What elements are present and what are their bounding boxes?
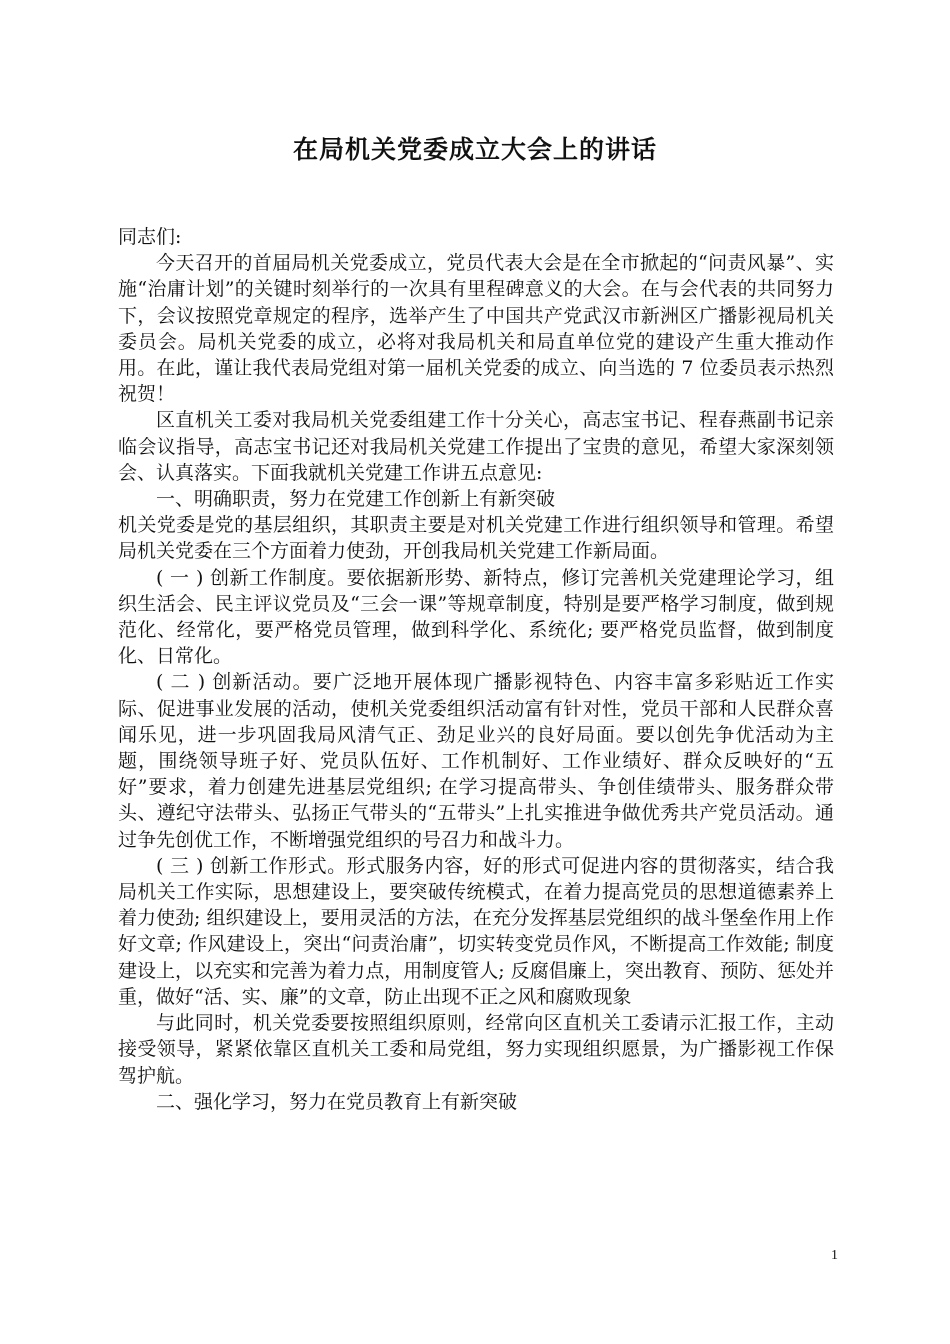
greeting: 同志们: <box>118 226 182 248</box>
paragraph-opening: 今天召开的首届局机关党委成立，党员代表大会是在全市掀起的“问责风暴”、实施“治庸计划”的关键时刻举行的一次具有里程碑意义的大会。在与会代表的共同努力下，会议按照党章规定的程序，选举产生了中国共产党武汉市新洲区广播影视局机关委员会。局机关党委的成立，必将对我局机关和局直单位党的建设产生重大推动作用。在此，谨让我代表局党组对第一届机关党委的成立、向当选的 7 位委员表示热烈祝贺！ <box>118 252 834 406</box>
paragraph-item-2: ( 二 ) 创新活动。要广泛地开展体现广播影视特色、内容丰富多彩贴近工作实际、促进事业发展的活动，使机关党委组织活动富有针对性，党员干部和人民群众喜闻乐见，进一步巩固我局风清气正、劲足业兴的良好局面。要以创先争优活动为主题，围绕领导班子好、党员队伍好、工作机制好、工作业绩好、群众反映好的“五好”要求，着力创建先进基层党组织; 在学习提高带头、争创佳绩带头、服务群众带头、遵纪守法带头、弘扬正气带头的“五带头”上扎实推进争做优秀共产党员活动。通过争先创优工作，不断增强党组织的号召力和战斗力。 <box>118 671 834 851</box>
section-heading-1: 一、明确职责，努力在党建工作创新上有新突破 <box>156 488 556 511</box>
paragraph-duties: 机关党委是党的基层组织，其职责主要是对机关党建工作进行组织领导和管理。希望局机关党委在三个方面着力使劲，开创我局机关党建工作新局面。 <box>118 514 834 563</box>
section-heading-2: 二、强化学习，努力在党员教育上有新突破 <box>156 1090 518 1113</box>
paragraph-item-3: ( 三 ) 创新工作形式。形式服务内容，好的形式可促进内容的贯彻落实，结合我局机关工作实际，思想建设上，要突破传统模式，在着力提高党员的思想道德素养上着力使劲; 组织建设上，要用灵活的方法，在充分发挥基层党组织的战斗堡垒作用上作好文章; 作风建设上，突出“问责治庸”，切实转变党员作风，不断提高工作效能; 制度建设上，以充实和完善为着力点，用制度管人; 反腐倡廉上，突出教育、预防、惩处并重，做好“活、实、廉”的文章，防止出现不正之风和腐败现象 <box>118 854 834 1008</box>
paragraph-meanwhile: 与此同时，机关党委要按照组织原则，经常向区直机关工委请示汇报工作，主动接受领导，紧紧依靠区直机关工委和局党组，努力实现组织愿景，为广播影视工作保驾护航。 <box>118 1012 834 1087</box>
document-title: 在局机关党委成立大会上的讲话 <box>292 135 657 164</box>
document-body <box>118 224 834 1115</box>
paragraph-item-1: ( 一 ) 创新工作制度。要依据新形势、新特点，修订完善机关党建理论学习，组织生活会、民主评议党员及“三会一课”等规章制度，特别是要严格学习制度，做到规范化、经常化，要严格党员管理，做到科学化、系统化; 要严格党员监督，做到制度化、日常化。 <box>118 566 834 668</box>
paragraph-guidance: 区直机关工委对我局机关党委组建工作十分关心，高志宝书记、程春燕副书记亲临会议指导，高志宝书记还对我局机关党建工作提出了宝贵的意见，希望大家深刻领会、认真落实。下面我就机关党建工作讲五点意见: <box>118 409 834 484</box>
page-number: 1 <box>831 1248 838 1263</box>
